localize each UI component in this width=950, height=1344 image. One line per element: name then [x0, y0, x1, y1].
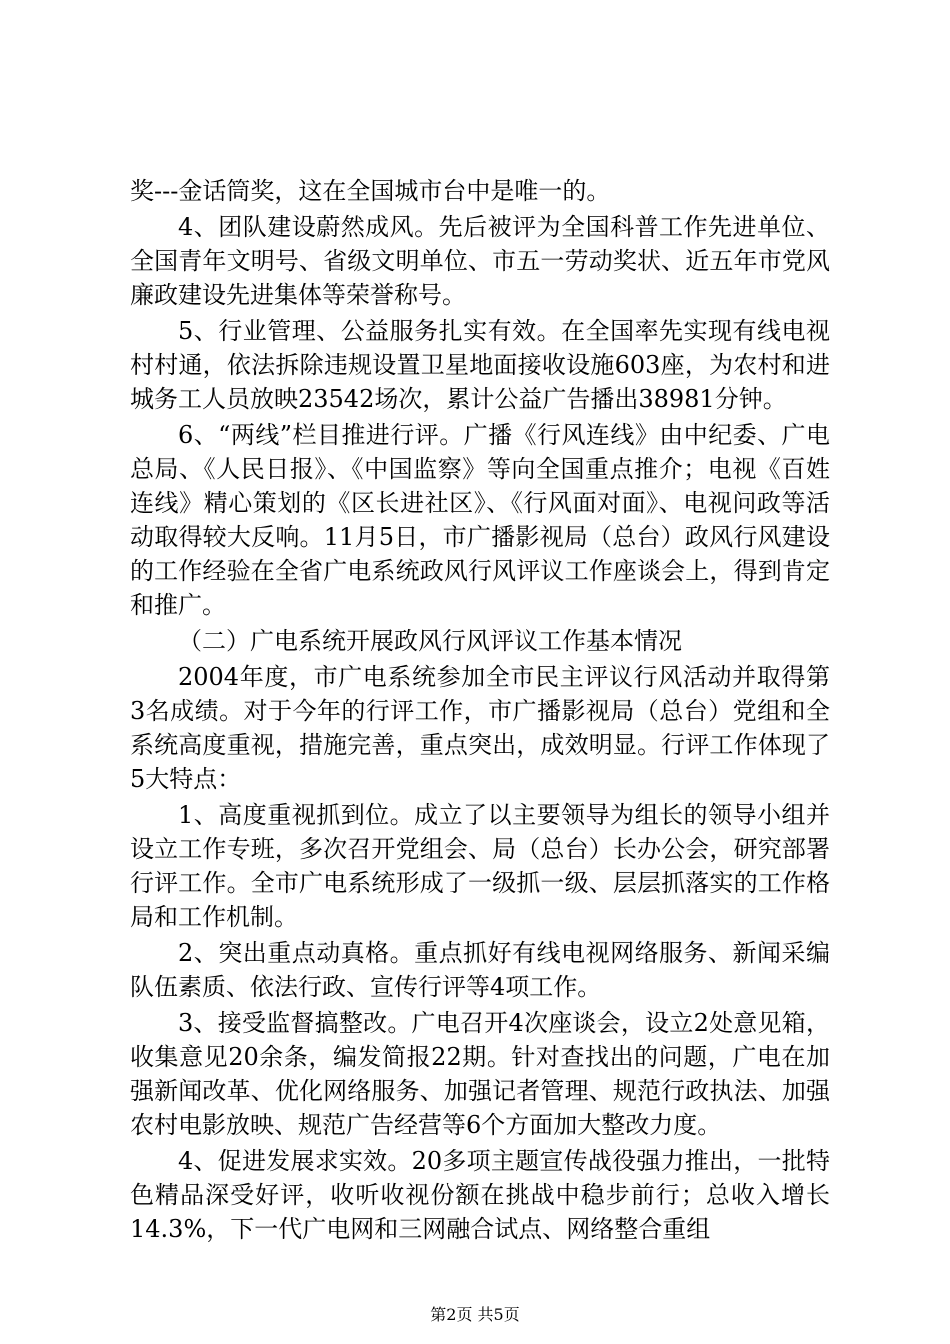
- paragraph-continuation: 奖---金话筒奖，这在全国城市台中是唯一的。: [130, 177, 611, 205]
- document-body: [130, 174, 830, 1248]
- section-heading: （二）广电系统开展政风行风评议工作基本情况: [178, 627, 682, 655]
- paragraph-intro: 2004年度，市广电系统参加全市民主评议行风活动并取得第3名成绩。对于今年的行评工作，市广播影视局（总台）党组和全系统高度重视，措施完善，重点突出，成效明显。行评工作体现了5大特点：: [130, 663, 830, 793]
- paragraph-point-4: 4、促进发展求实效。20多项主题宣传战役强力推出，一批特色精品深受好评，收听收视份额在挑战中稳步前行；总收入增长14.3%，下一代广电网和三网融合试点、网络整合重组: [130, 1147, 830, 1243]
- paragraph-item-4: 4、团队建设蔚然成风。先后被评为全国科普工作先进单位、全国青年文明号、省级文明单位、市五一劳动奖状、近五年市党风廉政建设先进集体等荣誉称号。: [130, 213, 830, 309]
- paragraph-point-3: 3、接受监督搞整改。广电召开4次座谈会，设立2处意见箱，收集意见20余条，编发简报22期。针对查找出的问题，广电在加强新闻改革、优化网络服务、加强记者管理、规范行政执法、加强农村电影放映、规范广告经营等6个方面加大整改力度。: [130, 1009, 830, 1139]
- page-footer: 第2页 共5页: [430, 1305, 520, 1324]
- paragraph-point-2: 2、突出重点动真格。重点抓好有线电视网络服务、新闻采编队伍素质、依法行政、宣传行评等4项工作。: [130, 939, 830, 1001]
- paragraph-point-1: 1、高度重视抓到位。成立了以主要领导为组长的领导小组并设立工作专班，多次召开党组会、局（总台）长办公会，研究部署行评工作。全市广电系统形成了一级抓一级、层层抓落实的工作格局和工作机制。: [130, 801, 830, 931]
- paragraph-item-5: 5、行业管理、公益服务扎实有效。在全国率先实现有线电视村村通，依法拆除违规设置卫星地面接收设施603座，为农村和进城务工人员放映23542场次，累计公益广告播出38981分钟。: [130, 317, 830, 413]
- paragraph-item-6: 6、“两线”栏目推进行评。广播《行风连线》由中纪委、广电总局、《人民日报》、《中国监察》等向全国重点推介；电视《百姓连线》精心策划的《区长进社区》、《行风面对面》、电视问政等活动取得较大反响。11月5日，市广播影视局（总台）政风行风建设的工作经验在全省广电系统政风行风评议工作座谈会上，得到肯定和推广。: [130, 421, 830, 619]
